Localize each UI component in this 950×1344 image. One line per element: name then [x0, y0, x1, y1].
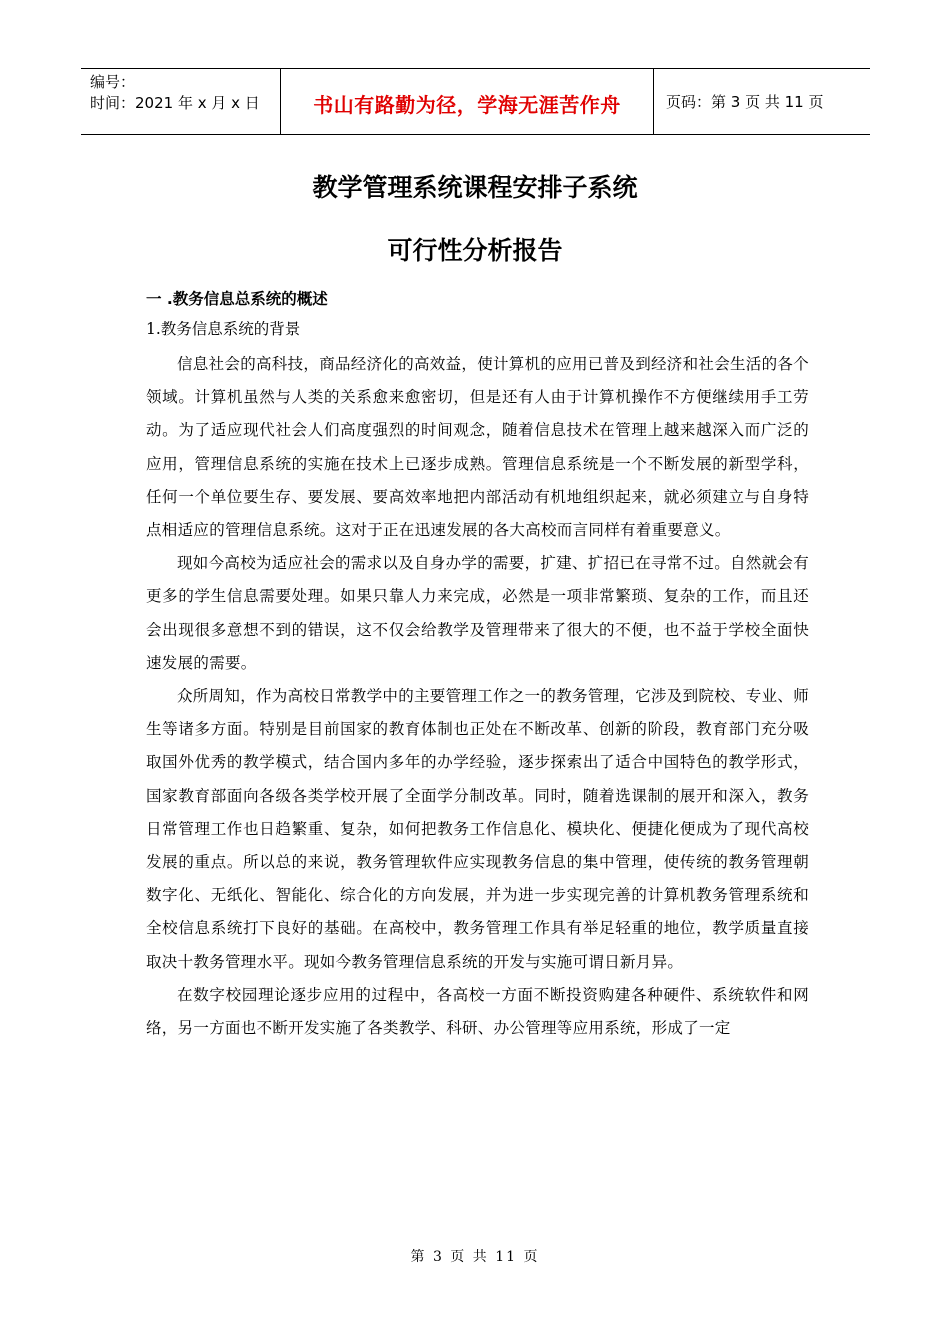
document-header — [81, 68, 870, 135]
document-title-line1: 教学管理系统课程安排子系统 — [312, 173, 638, 202]
header-meta-cell — [81, 69, 281, 134]
document-title-line2: 可行性分析报告 — [387, 236, 563, 265]
header-motto: 书山有路勤为径，学海无涯苦作舟 — [313, 93, 621, 117]
document-body — [146, 288, 809, 1045]
body-paragraph: 在数字校园理论逐步应用的过程中，各高校一方面不断投资购建各种硬件、系统软件和网络，另一方面也不断开发实施了各类教学、科研、办公管理等应用系统，形成了一定 — [146, 985, 809, 1038]
header-page-cell — [654, 69, 870, 134]
subsection-heading: 1.教务信息系统的背景 — [146, 320, 301, 338]
body-paragraph: 众所周知，作为高校日常教学中的主要管理工作之一的教务管理，它涉及到院校、专业、师生等诸多方面。特别是目前国家的教育体制也正处在不断改革、创新的阶段，教育部门充分吸取国外优秀的教学模式，结合国内多年的办学经验，逐步探索出了适合中国特色的教学形式，国家教育部面向各级各类学校开展了全面学分制改革。同时，随着选课制的展开和深入，教务日常管理工作也日趋繁重、复杂，如何把教务工作信息化、模块化、便捷化便成为了现代高校发展的重点。所以总的来说，教务管理软件应实现教务信息的集中管理，使传统的教务管理朝数字化、无纸化、智能化、综合化的方向发展，并为进一步实现完善的计算机教务管理系统和全校信息系统打下良好的基础。在高校中，教务管理工作具有举足轻重的地位，教学质量直接取决十教务管理水平。现如今教务管理信息系统的开发与实施可谓日新月异。 — [146, 687, 810, 971]
header-motto-cell — [281, 69, 654, 134]
body-paragraph: 信息社会的高科技，商品经济化的高效益，使计算机的应用已普及到经济和社会生活的各个领域。计算机虽然与人类的关系愈来愈密切，但是还有人由于计算机操作不方便继续用手工劳动。为了适应现代社会人们高度强烈的时间观念，随着信息技术在管理上越来越深入而广泛的应用，管理信息系统的实施在技术上已逐步成熟。管理信息系统是一个不断发展的新型学科，任何一个单位要生存、要发展、要高效率地把内部活动有机地组织起来，就必须建立与自身特点相适应的管理信息系统。这对于正在迅速发展的各大高校而言同样有着重要意义。 — [146, 355, 810, 540]
header-page-info: 页码：第 3 页 共 11 页 — [666, 93, 824, 111]
document-number-label: 编号： — [90, 73, 136, 91]
body-paragraph: 现如今高校为适应社会的需求以及自身办学的需要，扩建、扩招已在寻常不过。自然就会有更多的学生信息需要处理。如果只靠人力来完成，必然是一项非常繁琐、复杂的工作，而且还会出现很多意想不到的错误，这不仅会给教学及管理带来了很大的不便，也不益于学校全面快速发展的需要。 — [146, 554, 810, 672]
section-heading: 一 .教务信息总系统的概述 — [146, 290, 328, 308]
document-date-label: 时间：2021 年 x 月 x 日 — [90, 94, 260, 112]
page-footer: 第 3 页 共 11 页 — [410, 1249, 540, 1265]
